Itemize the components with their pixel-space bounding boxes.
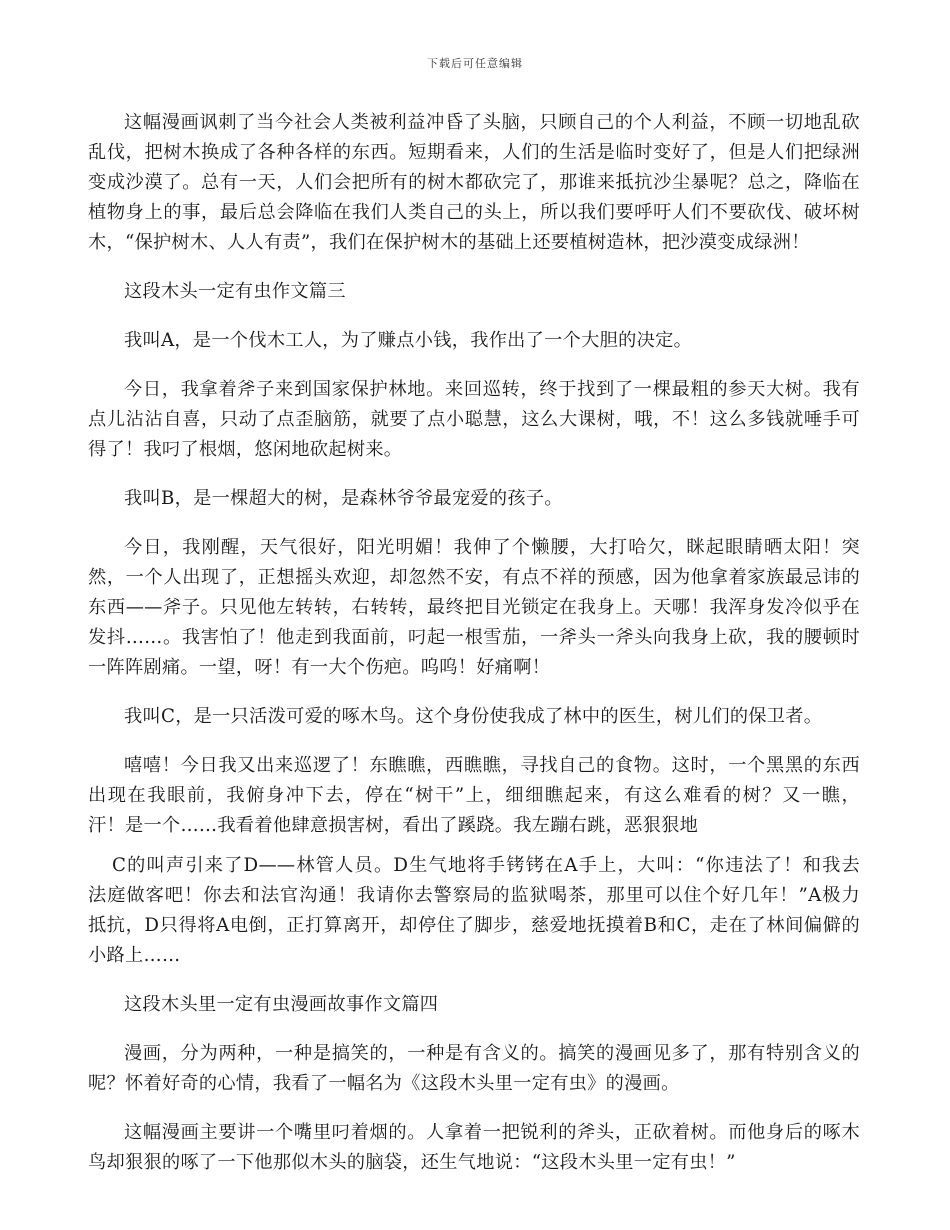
text-line: 变成沙漠了。总有一天，人们会把所有的树木都砍完了，那谁来抵抗沙尘暴呢？总之，降临在: [88, 172, 860, 193]
paragraph: [88, 326, 860, 356]
text-line: 漫画，分为两种，一种是搞笑的，一种是有含义的。搞笑的漫画见多了，那有特别含义的: [124, 1043, 860, 1064]
text-line: 抵抗，D只得将A电倒，正打算离开，却停住了脚步，慈爱地抚摸着B和C，走在了林间偏僻的: [88, 915, 860, 936]
text-line: 我叫A，是一个伐木工人，为了赚点小钱，我作出了一个大胆的决定。: [124, 330, 693, 351]
paragraph: [88, 484, 860, 514]
text-line: 我叫C，是一只活泼可爱的啄木鸟。这个身份使我成了林中的医生，树儿们的保卫者。: [124, 706, 823, 727]
text-line: 东西——斧子。只见他左转转，右转转，最终把目光锁定在我身上。天哪！我浑身发冷似乎在: [88, 597, 860, 618]
text-line: 这段木头里一定有虫漫画故事作文篇四: [124, 994, 439, 1015]
text-line: 发抖……。我害怕了！他走到我面前，叼起一根雪茄，一斧头一斧头向我身上砍，我的腰顿时: [88, 627, 860, 648]
text-line: 植物身上的事，最后总会降临在我们人类自己的头上，所以我们要呼吁人们不要砍伐、破坏树: [88, 202, 860, 223]
paragraph: [88, 375, 860, 465]
text-line: 今日，我拿着斧子来到国家保护林地。来回巡转，终于找到了一棵最粗的参天大树。我有: [124, 379, 860, 400]
text-line: 鸟却狠狠的啄了一下他那似木头的脑袋，还生气地说：“这段木头里一定有虫！”: [88, 1152, 736, 1173]
text-line: 这幅漫画主要讲一个嘴里叼着烟的。人拿着一把锐利的斧头，正砍着树。而他身后的啄木: [124, 1122, 860, 1143]
text-line: 汗！是一个……我看着他肆意损害树，看出了蹊跷。我左蹦右跳，恶狠狠地: [88, 815, 699, 836]
paragraph: [88, 277, 860, 307]
text-line: 嘻嘻！今日我又出来巡逻了！东瞧瞧，西瞧瞧，寻找自己的食物。这时，一个黑黑的东西: [124, 755, 860, 776]
document-body: [88, 108, 860, 1197]
paragraph: [88, 533, 860, 683]
page-header: 下载后可任意编辑: [427, 57, 523, 70]
text-line: 我叫B，是一棵超大的树，是森林爷爷最宠爱的孩子。: [124, 488, 563, 509]
paragraph: [88, 751, 860, 841]
text-line: 出现在我眼前，我俯身冲下去，停在“树干”上，细细瞧起来，有这么难看的树？又一瞧，: [88, 785, 860, 806]
paragraph: [88, 702, 860, 732]
paragraph: [88, 851, 860, 971]
text-line: 这幅漫画讽刺了当今社会人类被利益冲昏了头脑，只顾自己的个人利益，不顾一切地乱砍: [124, 112, 860, 133]
paragraph: [88, 990, 860, 1020]
text-line: C的叫声引来了D——林管人员。D生气地将手铐铐在A手上，大叫：“你违法了！和我去: [112, 855, 860, 876]
paragraph: [88, 1118, 860, 1178]
paragraph: [88, 1039, 860, 1099]
text-line: 一阵阵剧痛。一望，呀！有一大个伤疤。呜呜！好痛啊！: [88, 657, 551, 678]
text-line: 今日，我刚醒，天气很好，阳光明媚！我伸了个懒腰，大打哈欠，眯起眼睛晒太阳！突: [124, 537, 860, 558]
text-line: 小路上……: [88, 945, 181, 966]
paragraph: [88, 108, 860, 258]
text-line: 呢？怀着好奇的心情，我看了一幅名为《这段木头里一定有虫》的漫画。: [88, 1073, 680, 1094]
text-line: 得了！我叼了根烟，悠闲地砍起树来。: [88, 439, 403, 460]
text-line: 木，“保护树木、人人有责”，我们在保护树木的基础上还要植树造林，把沙漠变成绿洲！: [88, 232, 810, 253]
text-line: 这段木头一定有虫作文篇三: [124, 281, 346, 302]
text-line: 然，一个人出现了，正想摇头欢迎，却忽然不安，有点不祥的预感，因为他拿着家族最忌讳的: [88, 567, 860, 588]
text-line: 点儿沾沾自喜，只动了点歪脑筋，就要了点小聪慧，这么大课树，哦，不！这么多钱就唾手可: [88, 409, 860, 430]
text-line: 乱伐，把树木换成了各种各样的东西。短期看来，人们的生活是临时变好了，但是人们把绿洲: [88, 142, 860, 163]
text-line: 法庭做客吧！你去和法官沟通！我请你去警察局的监狱喝茶，那里可以住个好几年！”A极力: [88, 885, 860, 906]
